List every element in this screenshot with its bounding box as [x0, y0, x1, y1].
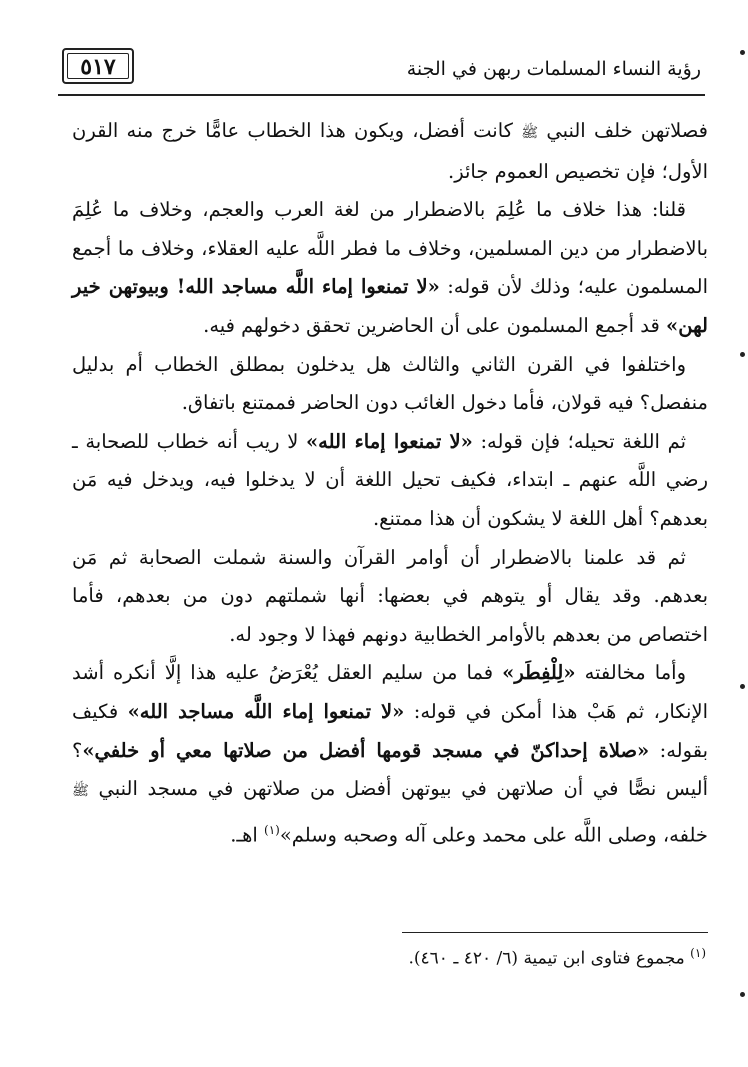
- text-run: ؟ أليس نصًّا في أن صلاتهن في بيوتهن أفضل من صلاتهن في مسجد النبي: [72, 738, 708, 801]
- text-run: ثم اللغة تحيله؛ فإن قوله:: [472, 429, 686, 453]
- text-run: اهـ.: [230, 823, 265, 847]
- footnote-divider: [402, 932, 708, 933]
- text-run: قد أجمع المسلمون على أن الحاضرين تحقق دخولهم فيه.: [203, 313, 667, 337]
- text-run: فصلاتهن خلف النبي: [538, 119, 708, 142]
- hadith-quote: «لا تمنعوا إماء اللَّه مساجد الله»: [127, 699, 405, 723]
- salutation-symbol: ﷺ: [72, 783, 89, 800]
- text-run: قلنا: هذا خلاف ما عُلِمَ بالاضطرار من لغة العرب والعجم، وخلاف ما عُلِمَ بالاضطرار من دين المسلمين، وخلاف ما فطر اللَّه عليه العقلاء، وخلاف ما أجمع المسلمون عليه؛ وذلك لأن قوله:: [72, 198, 708, 299]
- quoted-term: «لِلْفِطَر»: [502, 661, 576, 685]
- paragraph-2: [72, 191, 708, 345]
- text-run: فكيف بقوله:: [72, 699, 708, 762]
- page-number-frame: [62, 48, 134, 84]
- paragraph-6: [72, 654, 708, 854]
- margin-dot: [740, 684, 745, 689]
- header-title: رؤية النساء المسلمات ربهن في الجنة: [406, 58, 701, 80]
- body-text: [72, 112, 708, 855]
- text-run: لا ريب أنه خطاب للصحابة ـ رضي اللَّه عنهم ـ ابتداء، فكيف تحيل اللغة أن لا يدخلوا فيه، ويدخل فيه مَن بعدهم؟ أهل اللغة لا يشكون أن هذا ممتنع.: [72, 429, 708, 530]
- footnote-text: مجموع فتاوى ابن تيمية (٦/ ٤٢٠ ـ ٤٦٠).: [408, 948, 691, 969]
- text-run: ثم قد علمنا بالاضطرار أن أوامر القرآن والسنة شملت الصحابة ثم مَن بعدهم. وقد يقال أو يتوهم في بعضها: أنها شملتهم دون من بعدهم، فأما اختصاص من بعدهم بالأوامر الخطابية دونهم فهذا لا وجود له.: [72, 545, 708, 646]
- salutation-symbol: ﷺ: [521, 125, 539, 141]
- margin-dot: [740, 992, 745, 997]
- paragraph-1: [72, 112, 708, 191]
- text-run: فما من سليم العقل يُعْرَضُ عليه هذا إلَّا أنكره أشد الإنكار، ثم هَبْ هذا أمكن في قوله:: [72, 661, 709, 723]
- text-run: واختلفوا في القرن الثاني والثالث هل يدخلون بمطلق الخطاب أم بدليل منفصل؟ فيه قولان، فأما دخول الغائب دون الحاضر فممتنع باتفاق.: [72, 352, 708, 415]
- paragraph-5: [72, 539, 708, 655]
- running-header: [58, 42, 705, 96]
- hadith-quote: «صلاة إحداكنّ في مسجد قومها أفضل من صلاتها معي أو خلفي»: [82, 738, 650, 762]
- paragraph-4: [72, 423, 708, 539]
- text-run: كانت أفضل، ويكون هذا الخطاب عامًّا خرج منه القرن الأول؛ فإن تخصيص العموم جائز.: [72, 119, 708, 183]
- text-run: وأما مخالفته: [575, 661, 686, 685]
- margin-dot: [740, 50, 745, 55]
- footnote-marker: (١): [690, 946, 706, 960]
- margin-dot: [740, 352, 745, 357]
- text-run: خلفه، وصلى اللَّه على محمد وعلى آله وصحبه وسلم»: [279, 823, 708, 847]
- paragraph-3: [72, 346, 708, 423]
- footnote: [250, 946, 706, 969]
- footnote-reference: (١): [264, 822, 280, 837]
- hadith-quote: «لا تمنعوا إماء الله»: [305, 429, 473, 453]
- page-number: ٥١٧: [80, 54, 116, 80]
- hadith-quote: «لا تمنعوا إماء اللَّه مساجد الله! وبيوتهن خير لهن»: [72, 275, 708, 337]
